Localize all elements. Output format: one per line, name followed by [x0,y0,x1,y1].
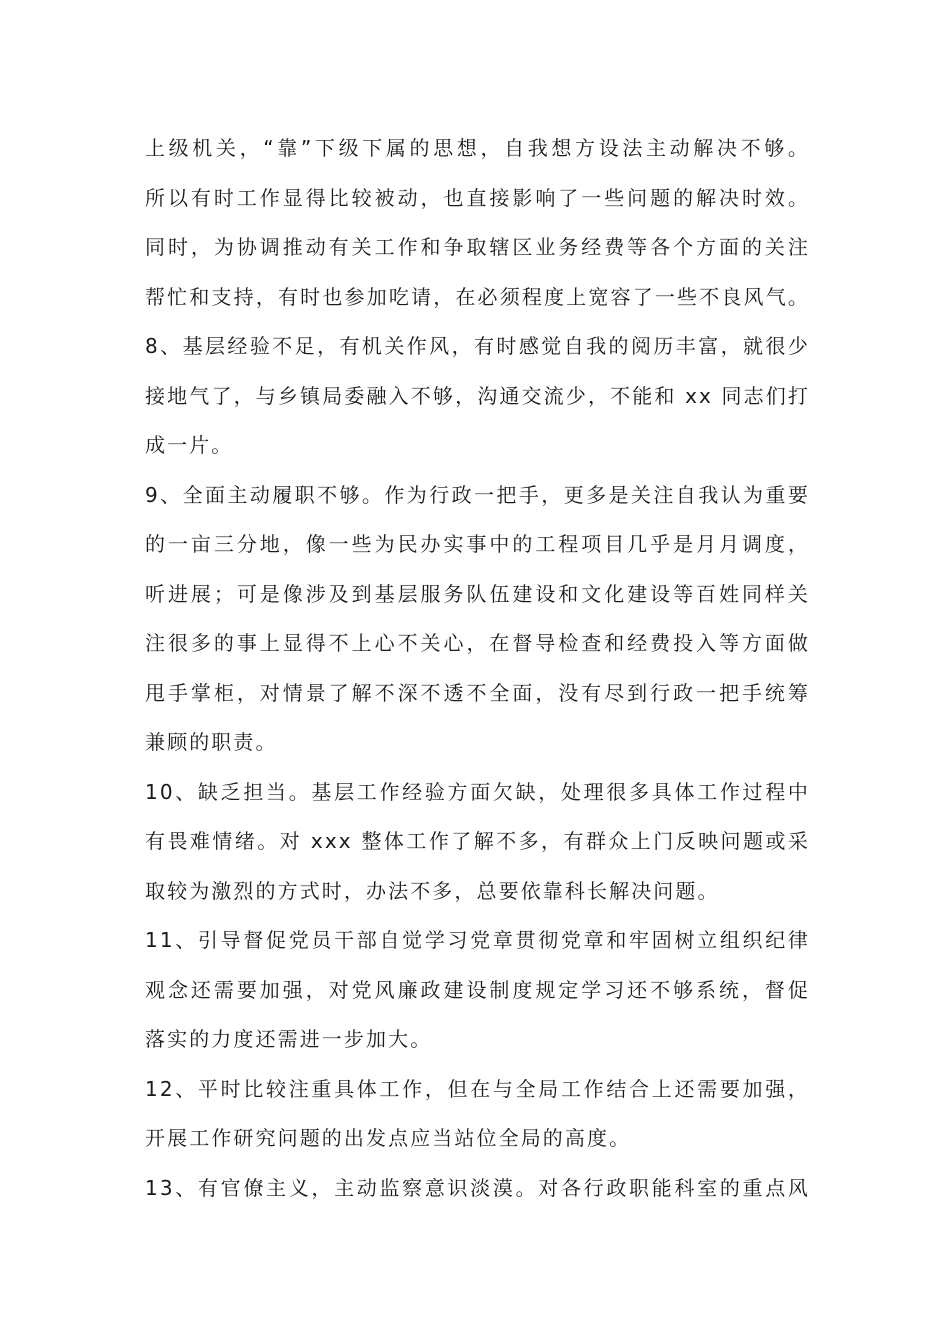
text-line: 13、有官僚主义，主动监察意识淡漠。对各行政职能科室的重点风 [145,1175,810,1200]
text-line: 兼顾的职责。 [145,730,278,754]
text-line: 成一片。 [145,433,234,457]
text-line: 9、全面主动履职不够。作为行政一把手，更多是关注自我认为重要 [145,482,810,507]
text-line: 帮忙和支持，有时也参加吃请，在必须程度上宽容了一些不良风气。 [145,284,810,309]
document-body [145,124,810,1213]
text-line: 上级机关，“靠”下级下属的思想，自我想方设法主动解决不够。 [145,136,810,160]
text-line: 所以有时工作显得比较被动，也直接影响了一些问题的解决时效。 [145,185,810,210]
text-line: 开展工作研究问题的出发点应当站位全局的高度。 [145,1126,632,1150]
text-line: 11、引导督促党员干部自觉学习党章贯彻党章和牢固树立组织纪律 [145,928,810,952]
text-line: 8、基层经验不足，有机关作风，有时感觉自我的阅历丰富，就很少 [145,334,810,358]
text-line: 同时，为协调推动有关工作和争取辖区业务经费等各个方面的关注 [145,235,810,259]
text-line: 注很多的事上显得不上心不关心，在督导检查和经费投入等方面做 [145,631,810,655]
text-line: 12、平时比较注重具体工作，但在与全局工作结合上还需要加强， [145,1076,810,1101]
text-line: 取较为激烈的方式时，办法不多，总要依靠科长解决问题。 [145,878,720,903]
text-line: 有畏难情绪。对 xxx 整体工作了解不多，有群众上门反映问题或采 [145,829,810,853]
text-line: 听进展；可是像涉及到基层服务队伍建设和文化建设等百姓同样关 [145,581,810,606]
text-line: 观念还需要加强，对党风廉政建设制度规定学习还不够系统，督促 [145,977,810,1002]
text-line: 落实的力度还需进一步加大。 [145,1027,433,1051]
text-line: 接地气了，与乡镇局委融入不够，沟通交流少，不能和 xx 同志们打 [145,383,810,408]
text-line: 甩手掌柜，对情景了解不深不透不全面，没有尽到行政一把手统筹 [145,680,810,705]
text-line: 10、缺乏担当。基层工作经验方面欠缺，处理很多具体工作过程中 [145,779,810,804]
text-line: 的一亩三分地，像一些为民办实事中的工程项目几乎是月月调度， [145,532,810,556]
